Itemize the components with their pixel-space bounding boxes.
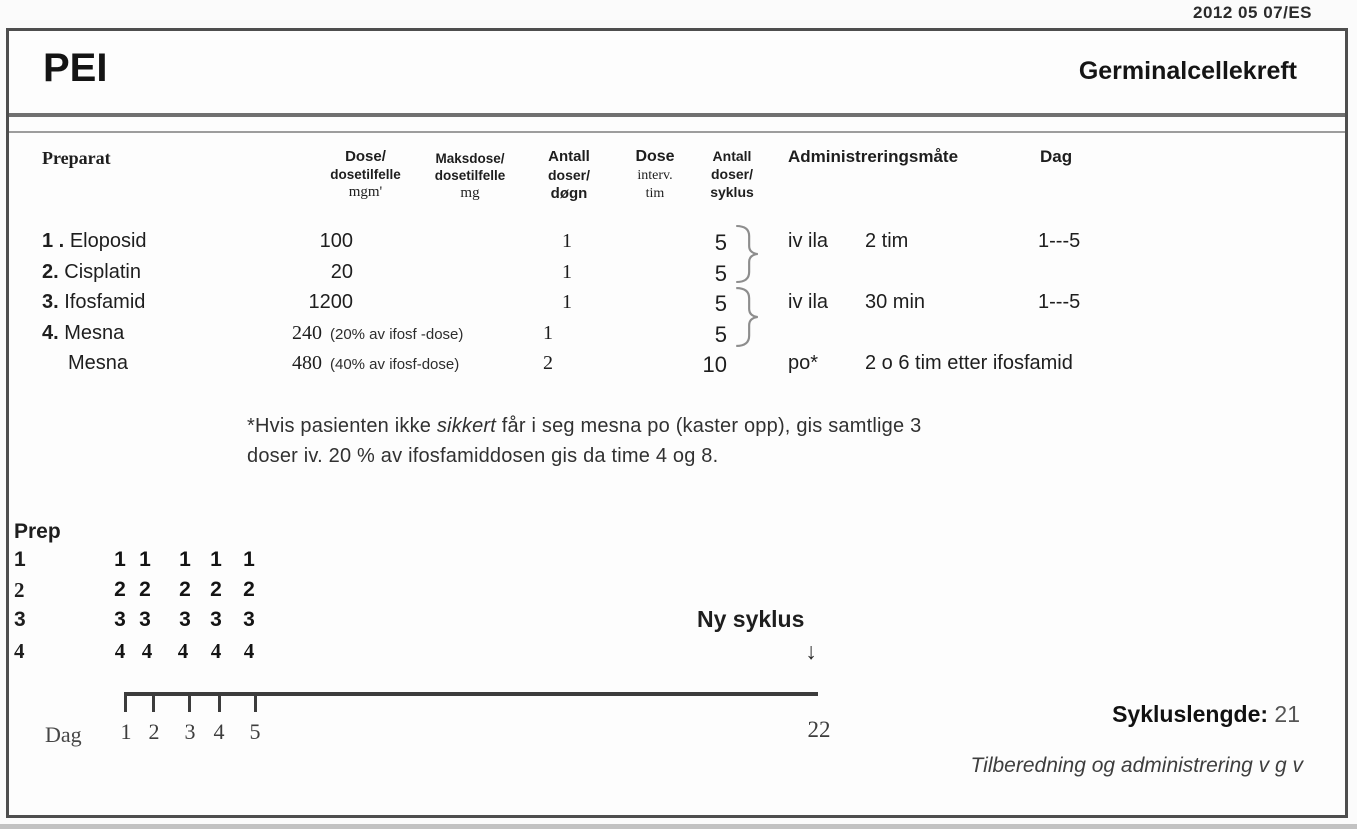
dose-mark: 4 (210, 639, 222, 663)
dose-mark: 2 (179, 578, 191, 601)
drug-name: Cisplatin (64, 261, 141, 283)
header-line: interv. (637, 168, 673, 183)
table-row (0, 230, 1357, 256)
dose-mark: 2 (243, 578, 255, 601)
column-header-dose (318, 147, 413, 202)
dose-mark: 2 (114, 578, 126, 601)
table-row (0, 261, 1357, 287)
drug-name: Mesna (64, 322, 125, 344)
header-line: døgn (550, 185, 588, 202)
header-line: Dose/ (345, 148, 386, 165)
header-line: mg (460, 185, 480, 201)
day-range: 1---5 (1038, 230, 1081, 252)
cycle-length-label: Sykluslengde: (1112, 701, 1269, 727)
column-header-maksdose (420, 150, 520, 203)
prep-row-label: 4 (14, 639, 25, 663)
drug-name-cell (68, 352, 128, 375)
footnote-text: får i seg mesna po (kaster opp), gis samtlige 3 (496, 415, 922, 437)
dose-note: (20% av ifosf -dose) (330, 326, 464, 343)
prep-row-label: 2 (14, 578, 25, 602)
dose-mark: 1 (179, 548, 191, 571)
header-line: dosetilfelle (330, 167, 401, 182)
divider-thin (9, 131, 1345, 133)
drug-name: Eloposid (69, 230, 147, 252)
day-number: 1 (120, 719, 132, 744)
day-range: 1---5 (1038, 291, 1081, 313)
admin-duration: 2 tim (865, 230, 909, 252)
dose-mark: 1 (210, 548, 222, 571)
footnote-line-2: doser iv. 20 % av ifosfamiddosen gis da time 4 og 8. (247, 445, 719, 467)
doses-per-cycle: 5 (714, 230, 727, 255)
doses-per-cycle: 5 (714, 291, 727, 316)
footnote-text: *Hvis pasienten ikke (247, 415, 437, 437)
dose-value: 20 (330, 261, 353, 283)
dose-mark: 3 (243, 608, 255, 631)
day-number: 3 (184, 719, 196, 744)
brace-icon (733, 286, 761, 348)
column-header-antall-dogn (537, 147, 601, 203)
dose-mark: 3 (210, 608, 222, 631)
column-header-antall-syklus (700, 147, 764, 201)
prep-row-label: 3 (14, 608, 26, 631)
dose-note: (40% av ifosf-dose) (330, 356, 460, 373)
prep-row-label: 1 (14, 548, 26, 571)
timeline-tick (188, 692, 191, 712)
header-line: Dose (635, 148, 675, 165)
dose-mark: 4 (114, 639, 126, 663)
protocol-title: PEI (43, 46, 108, 90)
column-header-administrering: Administreringsmåte (788, 147, 959, 166)
dose-mark: 3 (114, 608, 126, 631)
dose-value: 480 (292, 352, 322, 374)
table-row (0, 291, 1357, 317)
diagnosis-title: Germinalcellekreft (1078, 57, 1297, 85)
footnote-line-1 (247, 411, 921, 441)
header-line: Antall (548, 148, 590, 165)
cycle-length-value: 21 (1268, 701, 1300, 727)
day-number: 5 (249, 719, 261, 744)
drug-name-cell (42, 291, 145, 314)
footnote-emphasis: sikkert (436, 415, 497, 437)
dose-mark: 4 (243, 639, 255, 663)
drug-name-cell (42, 261, 141, 284)
day-axis-label: Dag (45, 722, 82, 747)
header-line: doser/ (710, 166, 753, 182)
drug-name: Mesna (68, 352, 129, 374)
header-line: syklus (710, 184, 754, 200)
dose-mark: 1 (114, 548, 126, 571)
footnote (247, 411, 921, 471)
prep-label: Prep (14, 520, 61, 543)
date-stamp: 2012 05 07/ES (1193, 3, 1312, 22)
drug-number: 1 . (42, 230, 65, 252)
doses-per-cycle: 10 (702, 352, 727, 377)
divider-thick (9, 113, 1345, 117)
day-number: 2 (148, 719, 160, 744)
column-header-preparat: Preparat (42, 148, 111, 168)
admin-duration: 30 min (865, 291, 926, 313)
header-line: dosetilfelle (434, 168, 506, 183)
header-line: mgm' (348, 184, 383, 200)
doses-per-day: 2 (543, 352, 553, 374)
doses-per-day: 1 (562, 291, 572, 313)
brace-icon (733, 224, 761, 284)
cycle-length (1112, 701, 1300, 728)
drug-number: 3. (42, 291, 59, 313)
header-line: doser/ (547, 167, 590, 183)
dose-mark: 4 (141, 639, 153, 663)
doses-per-cycle: 5 (714, 322, 727, 347)
dose-mark: 3 (139, 608, 151, 631)
doses-per-day: 1 (562, 261, 572, 283)
admin-route: iv ila (788, 230, 829, 252)
dose-mark: 3 (179, 608, 191, 631)
dose-mark: 2 (210, 578, 222, 601)
dose-value: 1200 (308, 291, 353, 313)
drug-name-cell (42, 322, 124, 345)
admin-route: po* (788, 352, 819, 374)
doses-per-cycle: 5 (714, 261, 727, 286)
drug-name: Ifosfamid (64, 291, 146, 313)
timeline-tick (152, 692, 155, 712)
doses-per-day: 1 (562, 230, 572, 252)
dose-mark: 4 (177, 639, 189, 663)
dose-mark: 1 (243, 548, 255, 571)
timeline-tick (218, 692, 221, 712)
admin-route: iv ila (788, 291, 829, 313)
dose-mark: 2 (139, 578, 151, 601)
preparation-note: Tilberedning og administrering v g v (970, 754, 1303, 777)
timeline-axis (124, 692, 818, 696)
header-line: Maksdose/ (435, 151, 505, 166)
admin-duration: 2 o 6 tim etter ifosfamid (865, 352, 1073, 374)
day-number: 4 (213, 719, 225, 744)
cycle-end-day: 22 (807, 717, 831, 742)
column-header-dose-interv (622, 147, 688, 203)
table-row (0, 352, 1357, 378)
dose-value: 240 (292, 322, 322, 344)
drug-number: 4. (42, 322, 59, 344)
drug-name-cell (42, 230, 147, 253)
down-arrow-icon: ↓ (805, 638, 817, 664)
timeline-tick (254, 692, 257, 712)
header-line: tim (645, 186, 665, 201)
column-header-dag: Dag (1040, 147, 1073, 166)
header-line: Antall (712, 148, 752, 164)
timeline-tick (124, 692, 127, 712)
new-cycle-label: Ny syklus (697, 606, 805, 632)
doses-per-day: 1 (543, 322, 553, 344)
table-row (0, 322, 1357, 348)
page-edge-shadow (0, 824, 1357, 829)
drug-number: 2. (42, 261, 59, 283)
dose-value: 100 (319, 230, 353, 252)
dose-mark: 1 (139, 548, 151, 571)
